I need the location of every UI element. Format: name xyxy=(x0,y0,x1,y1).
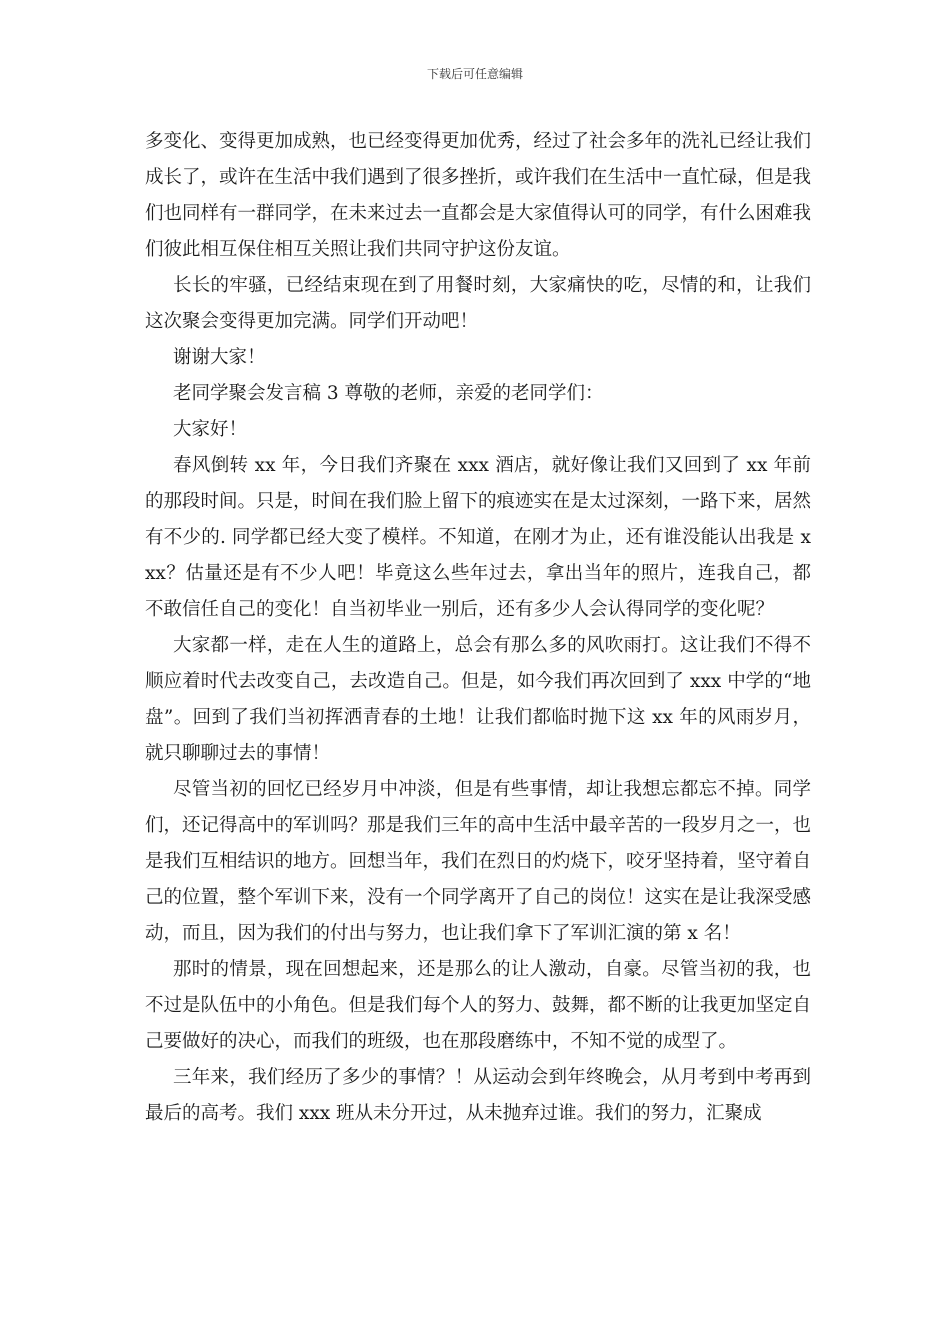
paragraph: 那时的情景，现在回想起来，还是那么的让人激动，自豪。尽管当初的我，也不过是队伍中的小角色。但是我们每个人的努力、鼓舞，都不断的让我更加坚定自己要做好的决心，而我们的班级，也在那段磨练中，不知不觉的成型了。 xyxy=(145,959,812,1052)
page-header: 下载后可任意编辑 xyxy=(426,67,523,81)
paragraph: 长长的牢骚，已经结束现在到了用餐时刻，大家痛快的吃，尽情的和，让我们这次聚会变得更加完满。同学们开动吧！ xyxy=(145,275,811,332)
paragraph: 老同学聚会发言稿 3 尊敬的老师，亲爱的老同学们： xyxy=(173,383,604,404)
paragraph: 多变化、变得更加成熟，也已经变得更加优秀，经过了社会多年的洗礼已经让我们成长了，或许在生活中我们遇到了很多挫折，或许我们在生活中一直忙碌，但是我们也同样有一群同学，在未来过去一直都会是大家值得认可的同学，有什么困难我们彼此相互保住相互关照让我们共同守护这份友谊。 xyxy=(145,131,812,260)
paragraph: 三年来，我们经历了多少的事情？！从运动会到年终晚会，从月考到中考再到最后的高考。我们 xxx 班从未分开过，从未抛弃过谁。我们的努力，汇聚成 xyxy=(145,1067,811,1124)
paragraph: 大家都一样，走在人生的道路上，总会有那么多的风吹雨打。这让我们不得不顺应着时代去改变自己，去改造自己。但是，如今我们再次回到了 xxx 中学的“地盘”。回到了我们当初挥洒青春的土地！让我们都临时抛下这 xx 年的风雨岁月，就只聊聊过去的事情！ xyxy=(145,635,811,764)
paragraph: 谢谢大家！ xyxy=(173,347,266,368)
paragraph: 大家好！ xyxy=(173,419,248,440)
paragraph: 春风倒转 xx 年，今日我们齐聚在 xxx 酒店，就好像让我们又回到了 xx 年前的那段时间。只是，时间在我们脸上留下的痕迹实在是太过深刻，一路下来，居然有不少的. 同学都已经大变了模样。不知道，在刚才为止，还有谁没能认出我是 xxx？估量还是有不少人吧！毕竟这么些年过去，拿出当年的照片，连我自己，都不敢信任自己的变化！自当初毕业一别后，还有多少人会认得同学的变化呢？ xyxy=(145,455,812,620)
paragraph: 尽管当初的回忆已经岁月中冲淡，但是有些事情，却让我想忘都忘不掉。同学们，还记得高中的军训吗？那是我们三年的高中生活中最辛苦的一段岁月之一，也是我们互相结识的地方。回想当年，我们在烈日的灼烧下，咬牙坚持着，坚守着自己的位置，整个军训下来，没有一个同学离开了自己的岗位！这实在是让我深受感动，而且，因为我们的付出与努力，也让我们拿下了军训汇演的第 x 名！ xyxy=(145,779,812,944)
document-body xyxy=(145,124,811,1132)
